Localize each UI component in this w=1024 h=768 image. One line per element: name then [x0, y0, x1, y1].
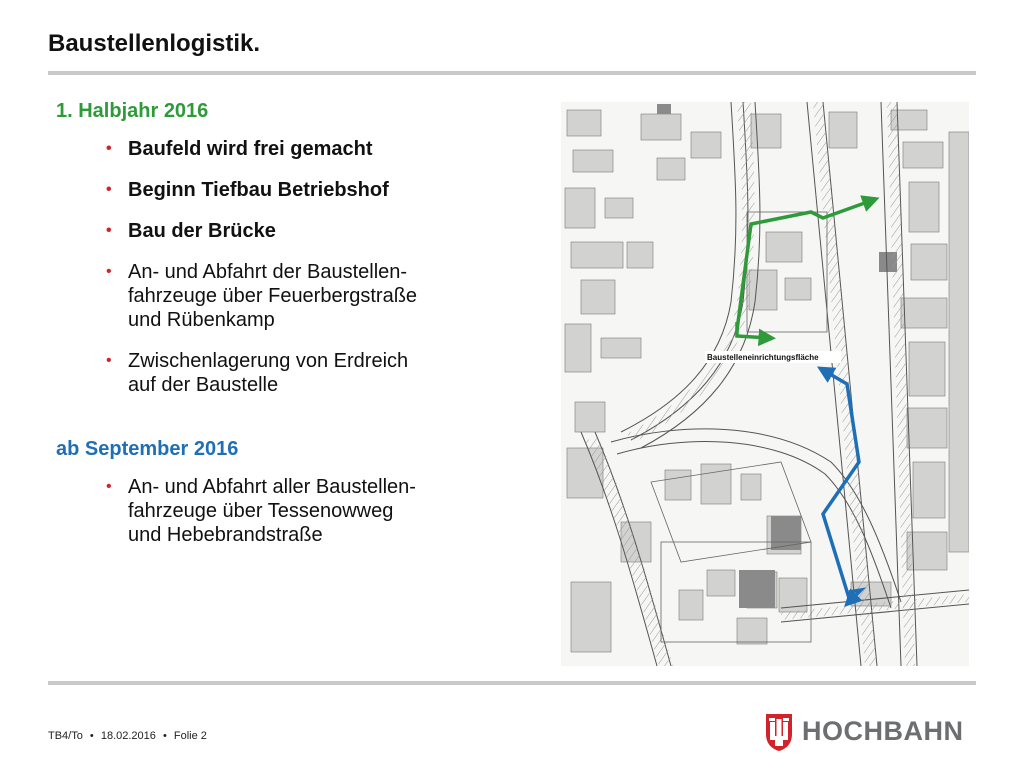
page-title: Baustellenlogistik. [48, 30, 261, 57]
footer-author: TB4/To [48, 730, 83, 742]
list-item [106, 137, 526, 161]
logo-text: HOCHBAHN [802, 716, 964, 746]
list-item-text: An- und Abfahrt der Baustellen- fahrzeuge über Feuerbergstraße und Rübenkamp [128, 261, 418, 331]
footer-page: Folie 2 [173, 730, 207, 742]
section-heading-first-half: 1. Halbjahr 2016 [56, 100, 209, 122]
content-column [56, 100, 526, 564]
bullet-icon: • [106, 478, 112, 495]
bullet-list-september [56, 475, 526, 547]
list-item [106, 260, 526, 332]
list-item-text: Zwischenlagerung von Erdreich auf der Baustelle [128, 350, 409, 396]
site-map [561, 102, 969, 666]
list-item [106, 475, 526, 547]
bullet-icon: • [106, 352, 112, 369]
footer-date: 18.02.2016 [100, 730, 156, 742]
list-item-text: Bau der Brücke [128, 220, 276, 242]
footer-separator: • [89, 730, 94, 742]
site-map-drawing [561, 102, 969, 666]
list-item-text: An- und Abfahrt aller Baustellen- fahrzeuge über Tessenowweg und Hebebrandstraße [128, 476, 416, 546]
area-label: Baustelleneinrichtungsfläche [707, 353, 819, 362]
bullet-icon: • [106, 263, 112, 280]
hochbahn-emblem-icon [762, 712, 796, 752]
footer-separator: • [162, 730, 167, 742]
list-item [106, 219, 526, 243]
list-item [106, 178, 526, 202]
hochbahn-logo [762, 712, 978, 752]
footer [48, 730, 211, 742]
bullet-icon: • [106, 181, 112, 198]
bullet-icon: • [106, 222, 112, 239]
bullet-list-first-half [56, 137, 526, 397]
green-route [737, 200, 873, 330]
top-divider [48, 71, 976, 75]
bottom-divider [48, 681, 976, 685]
list-item [106, 349, 526, 397]
section-heading-september: ab September 2016 [56, 438, 239, 460]
list-item-text: Beginn Tiefbau Betriebshof [128, 179, 389, 201]
list-item-text: Baufeld wird frei gemacht [128, 138, 373, 160]
bullet-icon: • [106, 140, 112, 157]
